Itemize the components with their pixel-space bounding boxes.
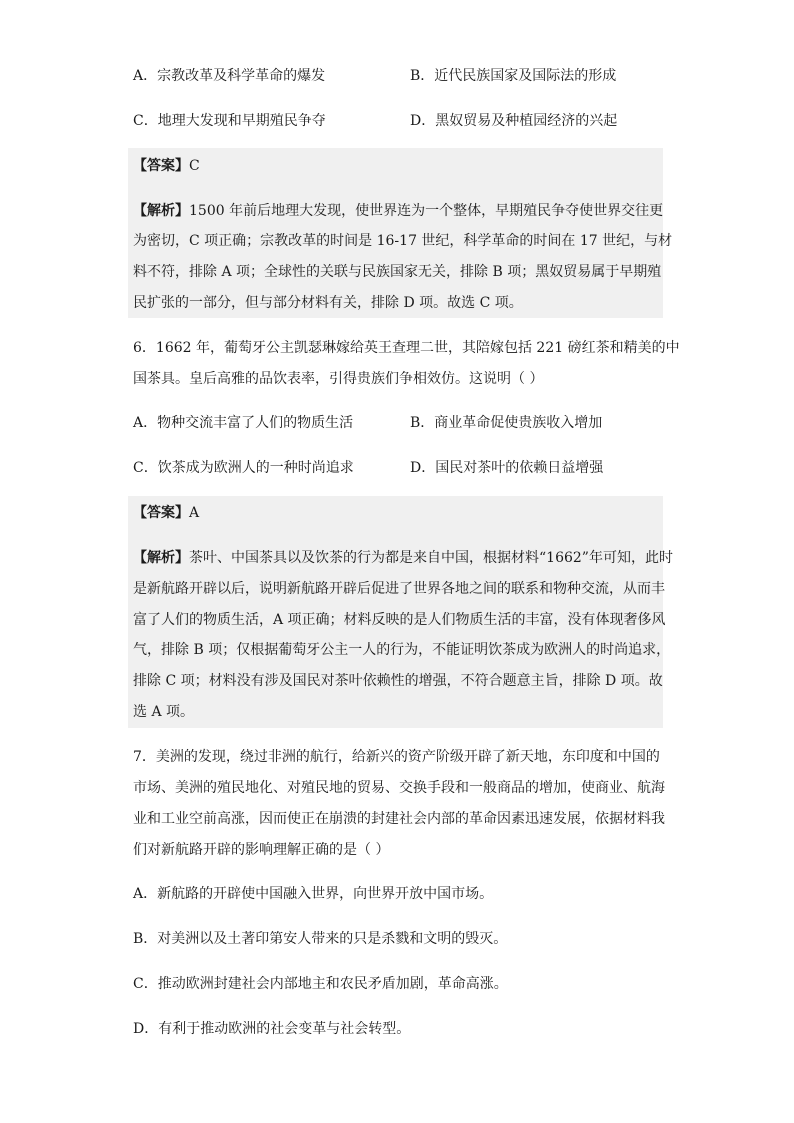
q5-option-c: C．地理大发现和早期殖民争夺 (133, 113, 326, 129)
q6-analysis-line-5: 排除 C 项；材料没有涉及国民对茶叶依赖性的增强，不符合题意主旨，排除 D 项。故 (133, 673, 663, 689)
q7-stem-line-4: 们对新航路开辟的影响理解正确的是（ ） (133, 842, 390, 858)
q6-stem-line-2: 国茶具。皇后高雅的品饮表率，引得贵族们争相效仿。这说明（ ） (133, 371, 544, 387)
q6-answer-value: A (189, 505, 200, 521)
q5-option-a: A．宗教改革及科学革命的爆发 (133, 68, 326, 84)
q6-option-c: C．饮茶成为欧洲人的一种时尚追求 (133, 460, 354, 476)
q6-analysis-line-2: 是新航路开辟以后，说明新航路开辟后促进了世界各地之间的联系和物种交流，从而丰 (133, 581, 665, 597)
q5-option-b: B．近代民族国家及国际法的形成 (410, 68, 617, 84)
q5-analysis-line-2: 为密切，C 项正确；宗教改革的时间是 16-17 世纪，科学革命的时间在 17 世纪，与材 (133, 233, 673, 249)
q6-analysis-tag: 【解析】 (133, 550, 189, 566)
q6-analysis-line-3: 富了人们的物质生活，A 项正确；材料反映的是人们物质生活的丰富，没有体现奢侈风 (133, 612, 666, 628)
q6-option-d: D．国民对茶叶的依赖日益增强 (410, 460, 604, 476)
q5-answer (133, 156, 200, 176)
q5-answer-value: C (189, 158, 200, 174)
q7-stem-line-1: 7．美洲的发现，绕过非洲的航行，给新兴的资产阶级开辟了新天地，东印度和中国的 (133, 749, 660, 765)
q7-option-b: B．对美洲以及土著印第安人带来的只是杀戮和文明的毁灭。 (133, 931, 508, 947)
q7-option-a: A．新航路的开辟使中国融入世界，向世界开放中国市场。 (133, 886, 494, 902)
q6-stem-line-1: 6．1662 年，葡萄牙公主凯瑟琳嫁给英王查理二世，其陪嫁包括 221 磅红茶和精美的中 (133, 340, 680, 356)
q6-analysis-line-6: 选 A 项。 (133, 704, 195, 720)
q6-option-a: A．物种交流丰富了人们的物质生活 (133, 415, 354, 431)
q6-analysis-line-4: 气，排除 B 项；仅根据葡萄牙公主一人的行为，不能证明饮茶成为欧洲人的时尚追求， (133, 642, 671, 658)
q7-stem-line-3: 业和工业空前高涨，因而使正在崩溃的封建社会内部的革命因素迅速发展，依据材料我 (133, 811, 665, 827)
q5-analysis-tag: 【解析】 (133, 203, 189, 219)
q5-analysis-line-1: 【解析】1500 年前后地理大发现，使世界连为一个整体，早期殖民争夺使世界交往更 (133, 203, 664, 219)
q5-option-d: D．黑奴贸易及种植园经济的兴起 (410, 113, 618, 129)
q7-option-d: D．有利于推动欧洲的社会变革与社会转型。 (133, 1021, 411, 1037)
q5-analysis-line-3: 料不符，排除 A 项；全球性的关联与民族国家无关，排除 B 项；黑奴贸易属于早期殖 (133, 264, 662, 280)
q5-answer-tag: 【答案】 (133, 158, 189, 174)
q6-answer (133, 503, 199, 523)
q5-analysis-line-4: 民扩张的一部分，但与部分材料有关，排除 D 项。故选 C 项。 (133, 295, 523, 311)
q7-stem-line-2: 市场、美洲的殖民地化、对殖民地的贸易、交换手段和一般商品的增加，使商业、航海 (133, 780, 665, 796)
q7-option-c: C．推动欧洲封建社会内部地主和农民矛盾加剧，革命高涨。 (133, 976, 508, 992)
q6-analysis-line-1: 【解析】茶叶、中国茶具以及饮茶的行为都是来自中国，根据材料“1662”年可知，此时 (133, 550, 673, 566)
q6-option-b: B．商业革命促使贵族收入增加 (410, 415, 603, 431)
q6-answer-tag: 【答案】 (133, 505, 189, 521)
